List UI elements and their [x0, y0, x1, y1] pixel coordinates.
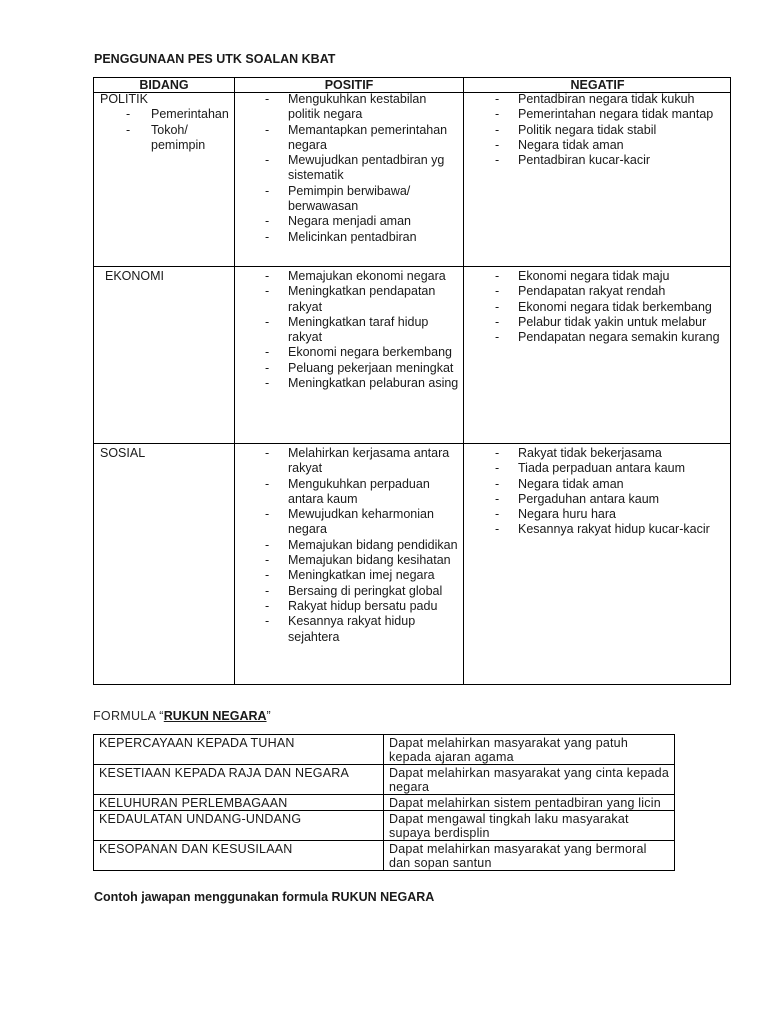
formula-heading [93, 709, 271, 724]
list-item: - Rakyat tidak bekerjasama [494, 446, 730, 461]
bidang-sub-item: - Tokoh/ pemimpin [126, 123, 232, 154]
list-item: - Mengukuhkan kestabilan politik negara [264, 92, 460, 123]
bidang-cell-ekonomi [105, 269, 231, 284]
rukun-prinsip-cell: KEDAULATAN UNDANG-UNDANG [94, 811, 384, 841]
rukun-kesan-cell: Dapat melahirkan masyarakat yang cinta kepada negara [384, 765, 675, 795]
list-item: - Ekonomi negara tidak maju [494, 269, 730, 284]
header-positif: POSITIF [324, 78, 374, 92]
rukun-kesan-cell: Dapat melahirkan masyarakat yang bermoral dan sopan santun [384, 841, 675, 871]
table-row [94, 735, 675, 765]
header-negatif: NEGATIF [570, 78, 625, 92]
list-item: - Kesannya rakyat hidup kucar-kacir [494, 522, 730, 537]
rukun-prinsip-cell: KESETIAAN KEPADA RAJA DAN NEGARA [94, 765, 384, 795]
positif-list [264, 269, 460, 391]
bidang-label: POLITIK [100, 92, 148, 106]
column-divider [234, 78, 235, 684]
list-item: - Politik negara tidak stabil [494, 123, 730, 138]
list-item: - Melahirkan kerjasama antara rakyat [264, 446, 460, 477]
list-item: - Pelabur tidak yakin untuk melabur [494, 315, 730, 330]
list-item: - Mewujudkan keharmonian negara [264, 507, 460, 538]
rukun-kesan-cell: Dapat melahirkan masyarakat yang patuh kepada ajaran agama [384, 735, 675, 765]
list-item: - Meningkatkan imej negara [264, 568, 460, 583]
list-item: - Ekonomi negara tidak berkembang [494, 300, 730, 315]
list-item: - Negara tidak aman [494, 138, 730, 153]
rukun-negara-table [93, 734, 675, 871]
positif-cell-politik [264, 92, 460, 245]
list-item: - Negara menjadi aman [264, 214, 460, 229]
list-item: - Tiada perpaduan antara kaum [494, 461, 730, 476]
list-item: - Melicinkan pentadbiran [264, 230, 460, 245]
list-item: - Memajukan bidang pendidikan [264, 538, 460, 553]
list-item: - Rakyat hidup bersatu padu [264, 599, 460, 614]
bidang-sub-list [100, 107, 232, 153]
list-item: - Memajukan bidang kesihatan [264, 553, 460, 568]
list-item: - Meningkatkan pelaburan asing [264, 376, 460, 391]
positif-cell-ekonomi [264, 269, 460, 391]
list-item: - Pemimpin berwibawa/ berwawasan [264, 184, 460, 215]
bidang-sub-item: - Pemerintahan [126, 107, 232, 122]
bidang-label: EKONOMI [105, 269, 165, 283]
positif-cell-sosial [264, 446, 460, 645]
negatif-list [494, 446, 730, 538]
table-row [94, 795, 675, 811]
formula-heading-prefix: FORMULA “ [93, 709, 164, 723]
list-item: - Memantapkan pemerintahan negara [264, 123, 460, 154]
rukun-kesan-cell: Dapat mengawal tingkah laku masyarakat supaya berdisplin [384, 811, 675, 841]
rukun-prinsip-cell: KELUHURAN PERLEMBAGAAN [94, 795, 384, 811]
list-item: - Mewujudkan pentadbiran yg sistematik [264, 153, 460, 184]
list-item: - Meningkatkan pendapatan rakyat [264, 284, 460, 315]
bidang-label: SOSIAL [100, 446, 146, 460]
pes-table [93, 77, 731, 685]
list-item: - Mengukuhkan perpaduan antara kaum [264, 477, 460, 508]
positif-list [264, 92, 460, 245]
list-item: - Kesannya rakyat hidup sejahtera [264, 614, 460, 645]
list-item: - Pemerintahan negara tidak mantap [494, 107, 730, 122]
list-item: - Meningkatkan taraf hidup rakyat [264, 315, 460, 346]
footer-note: Contoh jawapan menggunakan formula RUKUN NEGARA [94, 890, 435, 904]
negatif-cell-sosial [494, 446, 730, 538]
header-bidang: BIDANG [139, 78, 189, 92]
table-row [94, 841, 675, 871]
positif-list [264, 446, 460, 645]
list-item: - Pentadbiran kucar-kacir [494, 153, 730, 168]
list-item: - Bersaing di peringkat global [264, 584, 460, 599]
list-item: - Negara tidak aman [494, 477, 730, 492]
bidang-cell-politik [100, 92, 232, 153]
row-divider [94, 443, 730, 444]
list-item: - Ekonomi negara berkembang [264, 345, 460, 360]
list-item: - Pendapatan negara semakin kurang [494, 330, 730, 345]
bidang-cell-sosial [100, 446, 232, 461]
row-divider [94, 266, 730, 267]
rukun-prinsip-cell: KESOPANAN DAN KESUSILAAN [94, 841, 384, 871]
negatif-list [494, 92, 730, 168]
formula-heading-suffix: ” [266, 709, 272, 723]
list-item: - Pentadbiran negara tidak kukuh [494, 92, 730, 107]
document-title: PENGGUNAAN PES UTK SOALAN KBAT [94, 52, 336, 66]
list-item: - Memajukan ekonomi negara [264, 269, 460, 284]
formula-heading-name: RUKUN NEGARA [163, 709, 267, 723]
rukun-kesan-cell: Dapat melahirkan sistem pentadbiran yang licin [384, 795, 675, 811]
list-item: - Pendapatan rakyat rendah [494, 284, 730, 299]
table-row [94, 811, 675, 841]
negatif-list [494, 269, 730, 345]
negatif-cell-politik [494, 92, 730, 168]
table-row [94, 765, 675, 795]
list-item: - Peluang pekerjaan meningkat [264, 361, 460, 376]
list-item: - Negara huru hara [494, 507, 730, 522]
list-item: - Pergaduhan antara kaum [494, 492, 730, 507]
negatif-cell-ekonomi [494, 269, 730, 345]
rukun-prinsip-cell: KEPERCAYAAN KEPADA TUHAN [94, 735, 384, 765]
column-divider [463, 78, 464, 684]
